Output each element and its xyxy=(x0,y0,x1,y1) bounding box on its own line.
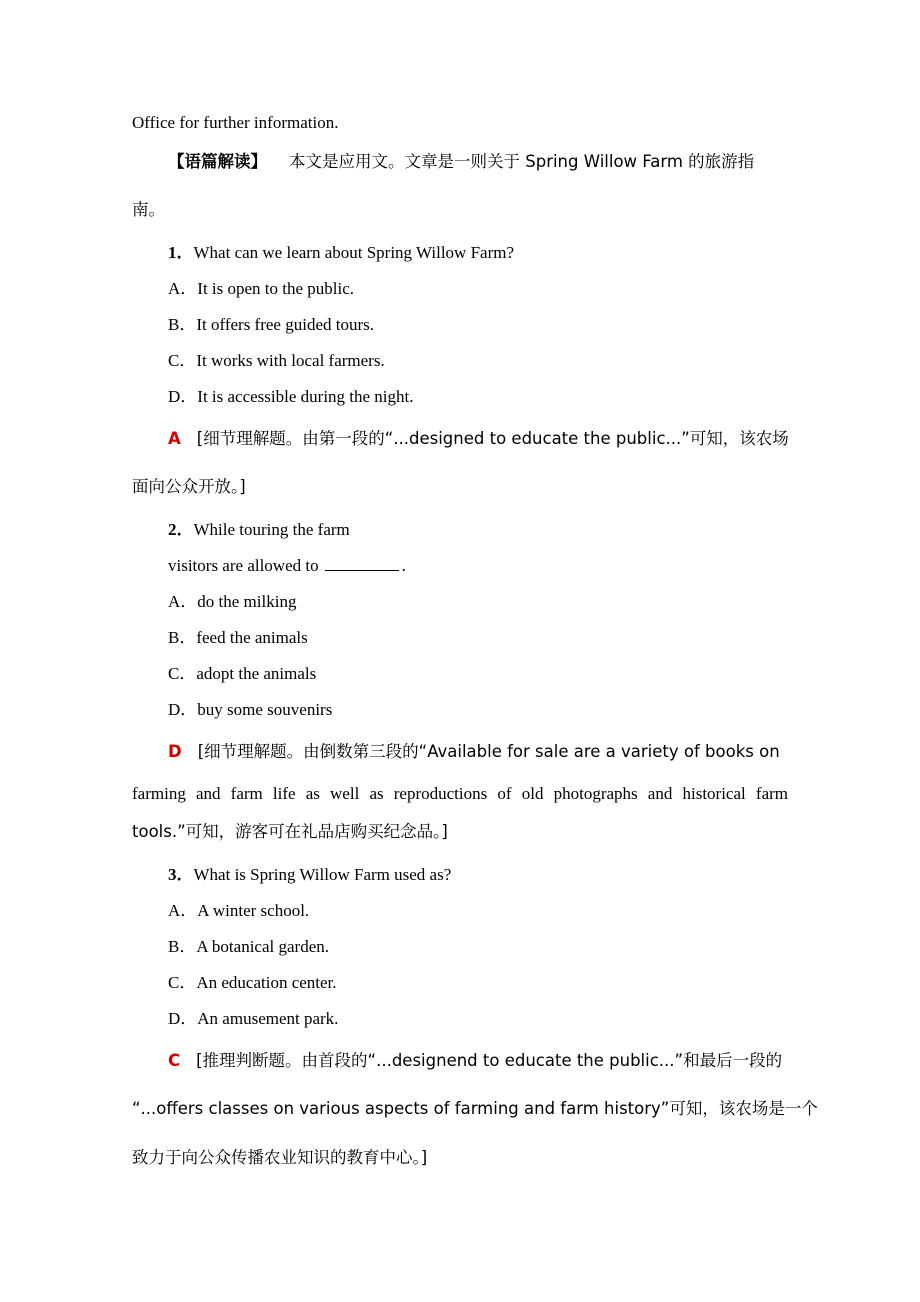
question-number: 2 xyxy=(168,520,177,539)
option-b: B．It offers free guided tours. xyxy=(168,315,374,334)
answer-blank xyxy=(325,556,399,571)
option-d: D．buy some souvenirs xyxy=(168,700,333,719)
explanation-text: [推理判断题。由首段的“...designend to educate the public...”和最后一段的 xyxy=(196,1051,783,1070)
answer-3 xyxy=(168,1049,782,1073)
explanation-text-cont: tools.”可知，游客可在礼品店购买纪念品。] xyxy=(132,822,448,841)
answer-1 xyxy=(168,427,789,451)
option-b: B．feed the animals xyxy=(168,628,308,647)
question-number: 1 xyxy=(168,243,177,262)
question-stem: What is Spring Willow Farm used as? xyxy=(193,865,452,884)
question-stem: What can we learn about Spring Willow Farm? xyxy=(193,243,514,262)
option-c: C．An education center. xyxy=(168,973,337,992)
option-c: C．It works with local farmers. xyxy=(168,351,385,370)
question-stem: While touring the farm xyxy=(193,520,350,539)
analysis-label: 【语篇解读】 xyxy=(168,152,267,171)
question-2-stem-cont xyxy=(168,554,406,578)
answer-letter: A xyxy=(168,429,181,448)
answer-letter: D xyxy=(168,742,182,761)
explanation-text-cont: 面向公众开放。] xyxy=(132,477,246,496)
option-a: A．do the milking xyxy=(168,592,297,611)
explanation-text-cont: farming and farm life as well as reproductions of old photographs and historical farm xyxy=(132,784,788,803)
passage-continuation: Office for further information. xyxy=(132,113,339,132)
question-3: 3．What is Spring Willow Farm used as? xyxy=(168,865,452,884)
option-c: C．adopt the animals xyxy=(168,664,317,683)
answer-2 xyxy=(168,740,780,764)
analysis-text-cont: 南。 xyxy=(132,200,165,219)
option-a: A．A winter school. xyxy=(168,901,310,920)
question-1: 1．What can we learn about Spring Willow Farm? xyxy=(168,243,514,262)
analysis-text: 本文是应用文。文章是一则关于 Spring Willow Farm 的旅游指 xyxy=(289,152,755,171)
explanation-text-cont: 致力于向公众传播农业知识的教育中心。] xyxy=(132,1148,428,1167)
option-b: B．A botanical garden. xyxy=(168,937,329,956)
explanation-text: [细节理解题。由第一段的“...designed to educate the public...”可知，该农场 xyxy=(196,429,789,448)
stem-period: . xyxy=(401,556,406,575)
question-2: 2．While touring the farm xyxy=(168,520,350,539)
option-a: A．It is open to the public. xyxy=(168,279,355,298)
option-d: D．An amusement park. xyxy=(168,1009,339,1028)
explanation-text: [细节理解题。由倒数第三段的“Available for sale are a variety of books on xyxy=(197,742,780,761)
explanation-text-cont: “...offers classes on various aspects of farming and farm history”可知，该农场是一个 xyxy=(132,1099,818,1118)
question-stem: visitors are allowed to xyxy=(168,556,319,575)
question-number: 3 xyxy=(168,865,177,884)
analysis-line xyxy=(168,150,754,174)
option-d: D．It is accessible during the night. xyxy=(168,387,414,406)
answer-letter: C xyxy=(168,1051,181,1070)
